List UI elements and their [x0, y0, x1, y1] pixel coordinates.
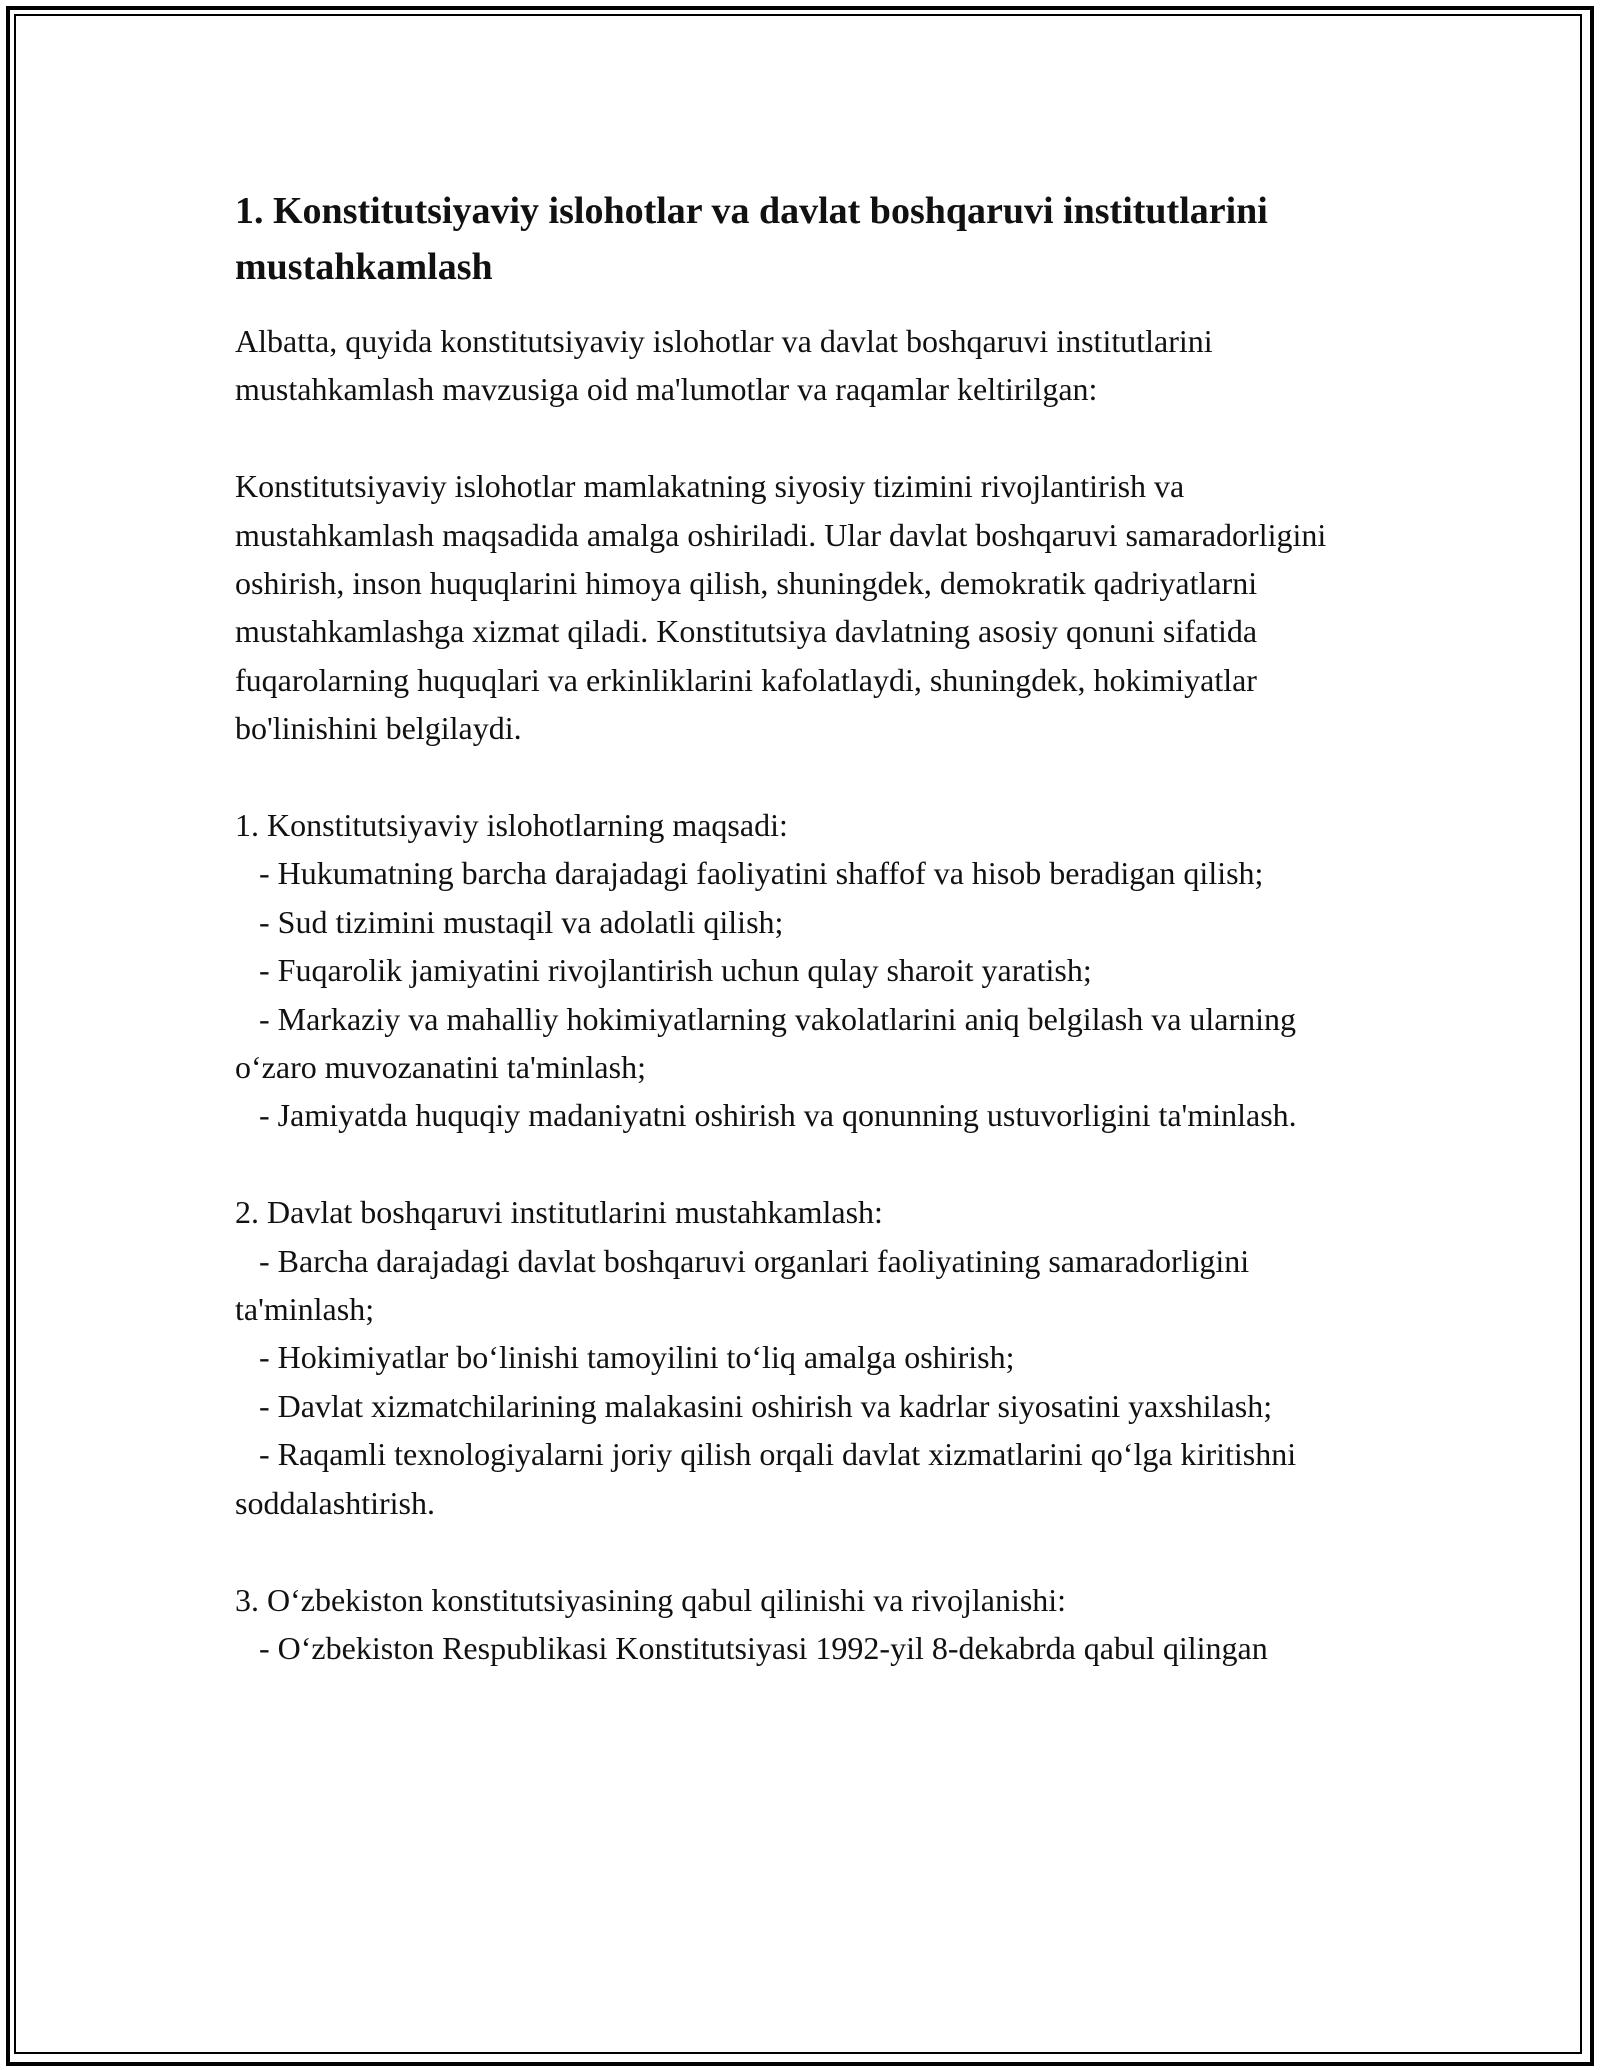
- section-1: [235, 801, 1375, 1140]
- section-2: [235, 1188, 1375, 1527]
- list-item: - Hukumatning barcha darajadagi faoliyatini shaffof va hisob beradigan qilish;: [235, 855, 1264, 892]
- intro-paragraph: Albatta, quyida konstitutsiyaviy islohotlar va davlat boshqaruvi institutlarini mustahkamlash mavzusiga oid ma'lumotlar va raqamlar keltirilgan:: [235, 323, 1213, 408]
- list-item: - Davlat xizmatchilarining malakasini oshirish va kadrlar siyosatini yaxshilash;: [235, 1387, 1273, 1424]
- section-heading: 1. Konstitutsiyaviy islohotlarning maqsadi:: [235, 807, 788, 844]
- list-item: - O‘zbekiston Respublikasi Konstitutsiyasi 1992-yil 8-dekabrda qabul qilingan: [235, 1629, 1268, 1666]
- section-3: [235, 1576, 1375, 1673]
- list-item: - Barcha darajadagi davlat boshqaruvi organlari faoliyatining samaradorligini ta'minlash;: [235, 1242, 1258, 1328]
- list-item: - Fuqarolik jamiyatini rivojlantirish uchun qulay sharoit yaratish;: [235, 952, 1092, 989]
- main-paragraph: Konstitutsiyaviy islohotlar mamlakatning siyosiy tizimini rivojlantirish va mustahkamlash maqsadida amalga oshiriladi. Ular davlat boshqaruvi samaradorligini oshirish, inson huquqlarini himoya qilish, shuningdek, demokratik qadriyatlarni mustahkamlashga xizmat qiladi. Konstitutsiya davlatning asosiy qonuni sifatida fuqarolarning huquqlari va erkinliklarini kafolatlaydi, shuningdek, hokimiyatlar bo'linishini belgilaydi.: [235, 468, 1327, 747]
- list-item: - Raqamli texnologiyalarni joriy qilish orqali davlat xizmatlarini qo‘lga kiritishni soddalashtirish.: [235, 1436, 1305, 1521]
- list-item: - Markaziy va mahalliy hokimiyatlarning vakolatlarini aniq belgilash va ularning o‘zaro muvozanatini ta'minlash;: [235, 1000, 1305, 1086]
- list-item: - Sud tizimini mustaqil va adolatli qilish;: [235, 903, 784, 940]
- document-title: 1. Konstitutsiyaviy islohotlar va davlat boshqaruvi institutlarini mustahkamlash: [235, 190, 1268, 288]
- list-item: - Hokimiyatlar bo‘linishi tamoyilini to‘liq amalga oshirish;: [235, 1339, 1015, 1376]
- spacer: [235, 753, 1375, 801]
- spacer: [235, 414, 1375, 462]
- list-item: - Jamiyatda huquqiy madaniyatni oshirish va qonunning ustuvorligini ta'minlash.: [235, 1097, 1297, 1134]
- document-body: [235, 183, 1375, 1672]
- section-heading: 3. O‘zbekiston konstitutsiyasining qabul qilinishi va rivojlanishi:: [235, 1581, 1067, 1618]
- spacer: [235, 1140, 1375, 1188]
- spacer: [235, 1527, 1375, 1575]
- section-heading: 2. Davlat boshqaruvi institutlarini mustahkamlash:: [235, 1194, 883, 1231]
